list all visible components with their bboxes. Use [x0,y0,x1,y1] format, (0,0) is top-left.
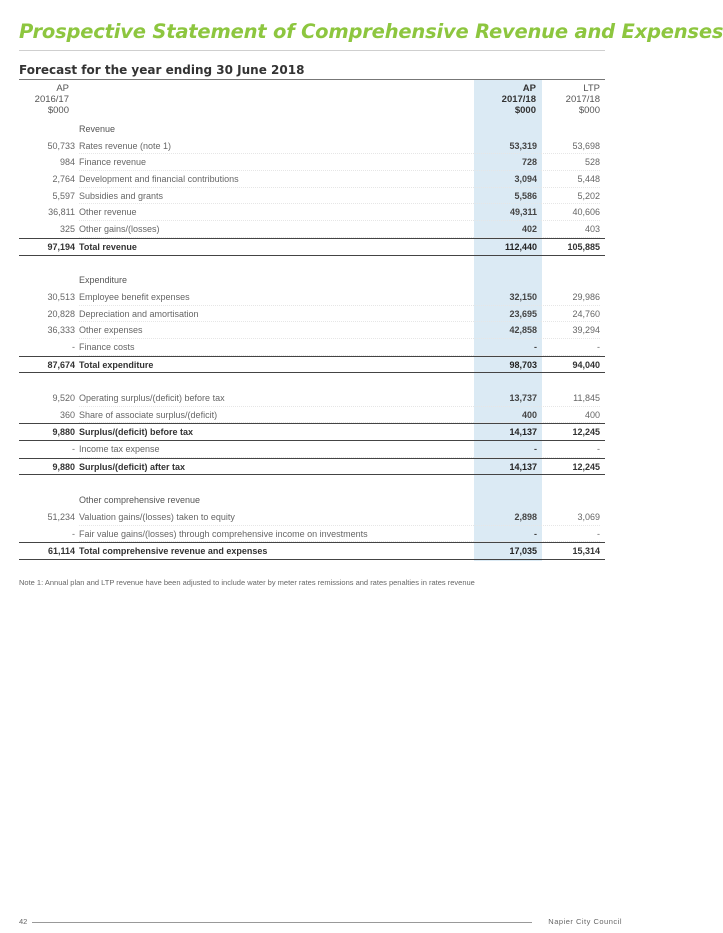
cell-value-c2: 400 [521,409,537,420]
cell-value-c1: - [72,341,75,352]
cell-value-c2: 17,035 [509,546,537,557]
table-row [19,390,605,407]
cell-value-c1: 97,194 [47,241,75,252]
cell-value-c1: 30,513 [47,291,75,302]
row-label: Surplus/(deficit) after tax [79,461,186,472]
table-row [19,509,605,526]
cell-value-c2: - [534,341,537,352]
table-row [19,138,605,155]
section-heading-row [19,121,605,138]
cell-value-c3: 5,202 [577,190,600,201]
cell-value-c1: 51,234 [47,511,75,522]
row-label: Total comprehensive revenue and expenses [79,546,268,557]
cell-value-c2: 13,737 [509,393,537,403]
cell-value-c1: 20,828 [47,308,75,319]
title-divider [19,50,605,51]
column-header-ap-2016-17: AP 2016/17 $000 [34,83,69,116]
cell-value-c2: 23,695 [509,308,537,319]
cell-value-c2: 49,311 [509,207,537,218]
cell-value-c3: 39,294 [572,325,600,336]
page-subtitle: Forecast for the year ending 30 June 2018 [19,63,305,77]
total-row [19,238,605,256]
cell-value-c3: 528 [584,157,600,168]
row-label: Share of associate surplus/(deficit) [79,409,218,420]
cell-value-c3: 40,606 [572,207,600,218]
spacer-row [19,475,605,492]
row-label: Other revenue [79,207,137,218]
column-header-ltp-2017-18: LTP 2017/18 $000 [565,83,600,116]
cell-value-c1: 9,520 [52,393,75,403]
cell-value-c3: - [597,444,600,455]
row-label: Finance costs [79,341,135,352]
table-row [19,188,605,205]
row-label: Other expenses [79,325,143,336]
cell-value-c3: 403 [584,224,600,235]
cell-value-c2: 42,858 [509,325,537,336]
row-label: Fair value gains/(losses) through comprehensive income on investments [79,528,368,539]
cell-value-c1: 50,733 [47,140,75,151]
cell-value-c1: 5,597 [52,190,75,201]
cell-value-c2: 53,319 [509,140,537,151]
cell-value-c3: 12,245 [572,427,600,438]
table-row [19,306,605,323]
page-title: Prospective Statement of Comprehensive Revenue and Expenses [19,20,723,43]
cell-value-c2: 728 [521,157,537,168]
organisation-name: Napier City Council [548,917,622,926]
cell-value-c1: 87,674 [47,359,75,370]
cell-value-c1: 984 [59,157,75,168]
cell-value-c3: 53,698 [572,140,600,151]
cell-value-c2: 32,150 [509,291,537,302]
footer-divider [32,922,532,923]
table-row [19,322,605,339]
row-label: Rates revenue (note 1) [79,140,172,151]
row-label: Surplus/(deficit) before tax [79,427,194,438]
table-row [19,289,605,306]
row-label: Income tax expense [79,444,160,455]
cell-value-c3: 400 [584,409,600,420]
cell-value-c3: - [597,341,600,352]
cell-value-c1: 36,333 [47,325,75,336]
row-label: Total expenditure [79,359,154,370]
table-row [19,339,605,356]
cell-value-c3: 15,314 [572,546,600,557]
total-row [19,458,605,476]
cell-value-c3: 11,845 [573,393,600,403]
row-label: Other gains/(losses) [79,224,160,235]
section-heading: Revenue [79,124,116,134]
cell-value-c3: 3,069 [577,511,600,522]
cell-value-c2: 14,137 [509,427,537,438]
cell-value-c2: 112,440 [504,241,537,252]
spacer-row [19,256,605,273]
table-row [19,221,605,238]
cell-value-c3: - [597,528,600,539]
cell-value-c3: 5,448 [577,174,600,185]
cell-value-c2: - [534,444,537,455]
footnote: Note 1: Annual plan and LTP revenue have been adjusted to include water by meter rates remissions and rates penalties in rates revenue [19,578,475,587]
cell-value-c1: - [72,444,75,455]
cell-value-c2: 402 [521,224,537,235]
cell-value-c1: 325 [59,224,75,235]
row-label: Subsidies and grants [79,190,164,201]
cell-value-c3: 94,040 [572,359,600,370]
cell-value-c1: - [72,528,75,539]
row-label: Operating surplus/(deficit) before tax [79,393,225,403]
row-label: Development and financial contributions [79,174,239,185]
statement-table [19,121,605,560]
cell-value-c2: 5,586 [514,190,537,201]
table-row [19,441,605,458]
cell-value-c3: 105,885 [567,241,600,252]
spacer-row [19,373,605,390]
cell-value-c1: 36,811 [48,207,75,218]
row-label: Employee benefit expenses [79,291,190,302]
table-row [19,154,605,171]
table-row [19,526,605,543]
cell-value-c1: 9,880 [52,461,75,472]
cell-value-c1: 61,114 [47,546,75,557]
table-row [19,407,605,424]
row-label: Total revenue [79,241,137,252]
cell-value-c2: 2,898 [514,511,537,522]
cell-value-c2: 98,703 [509,359,537,370]
section-heading-row [19,272,605,289]
column-header-ap-2017-18: AP 2017/18 $000 [501,83,536,116]
cell-value-c3: 24,760 [572,308,600,319]
cell-value-c1: 360 [59,409,75,420]
section-heading: Other comprehensive revenue [79,495,201,506]
table-row [19,171,605,188]
cell-value-c3: 29,986 [572,291,600,302]
section-heading-row [19,492,605,509]
row-label: Depreciation and amortisation [79,308,199,319]
cell-value-c3: 12,245 [572,461,600,472]
table-row [19,204,605,221]
total-row [19,423,605,441]
cell-value-c1: 2,764 [52,174,75,185]
cell-value-c1: 9,880 [52,427,75,438]
row-label: Finance revenue [79,157,147,168]
cell-value-c2: 3,094 [514,174,537,185]
cell-value-c2: 14,137 [509,461,537,472]
cell-value-c2: - [534,528,537,539]
total-row [19,542,605,560]
page-number: 42 [19,917,28,926]
total-row [19,356,605,374]
section-heading: Expenditure [79,275,128,286]
row-label: Valuation gains/(losses) taken to equity [79,511,235,522]
